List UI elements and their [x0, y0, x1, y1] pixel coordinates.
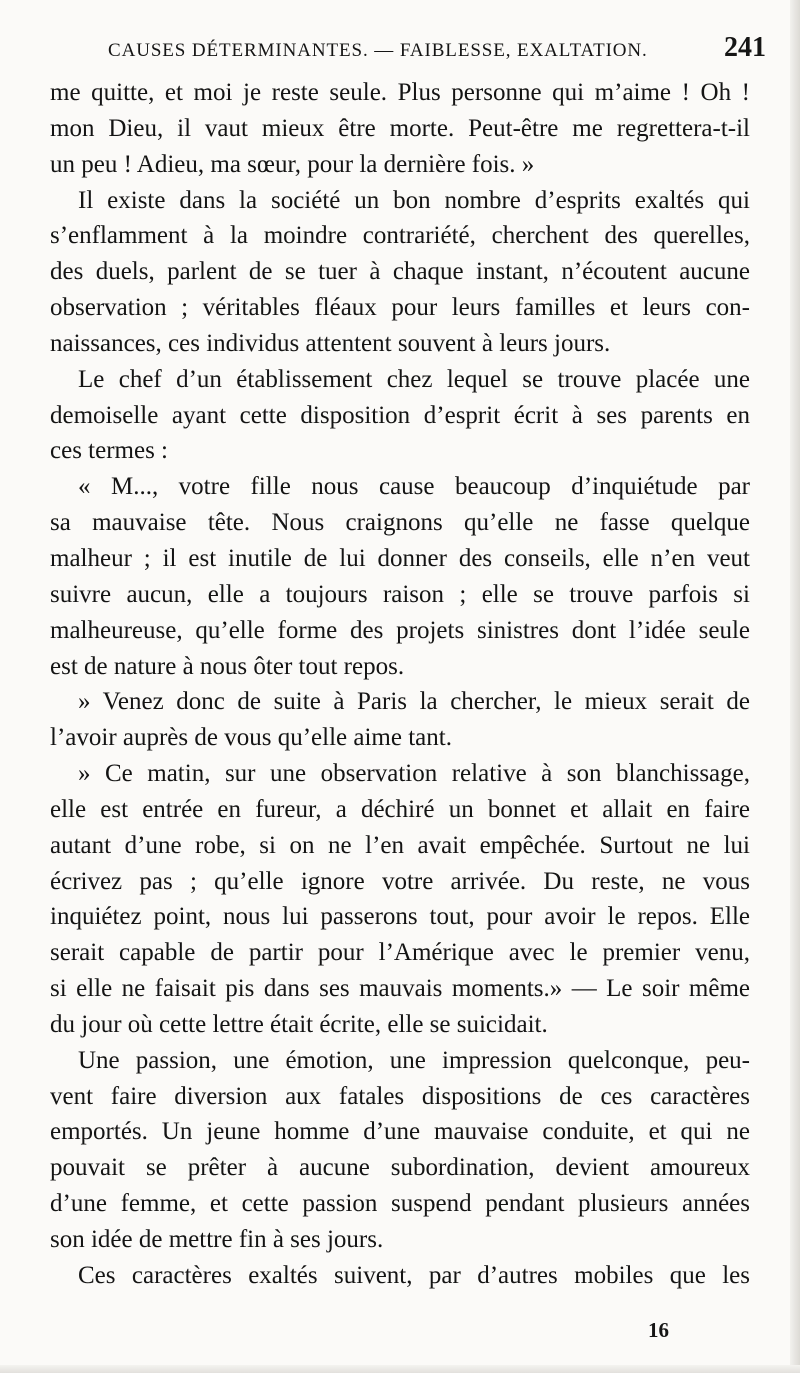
paragraph-start-line: » Venez donc de suite à Paris la chercher, le mieux serait de	[78, 688, 750, 716]
body-text	[50, 75, 750, 1294]
text-line: demoiselle ayant cette disposition d’esprit écrit à ses parents en	[50, 401, 750, 429]
text-line: me quitte, et moi je reste seule. Plus personne qui m’aime ! Oh !	[50, 79, 750, 106]
text-line: pouvait se prêter à aucune subordination, devient amoureux	[50, 1154, 750, 1182]
text-line: un peu ! Adieu, ma sœur, pour la dernière fois. »	[50, 150, 535, 178]
text-line: malheur ; il est inutile de lui donner des conseils, elle n’en veut	[50, 544, 750, 572]
text-line: ces termes :	[50, 437, 169, 465]
text-line: sa mauvaise tête. Nous craignons qu’elle ne fasse quelque	[50, 509, 750, 537]
text-line: malheureuse, qu’elle forme des projets sinistres dont l’idée seule	[50, 616, 750, 644]
text-line: des duels, parlent de se tuer à chaque instant, n’écoutent aucune	[50, 258, 750, 286]
text-line: emportés. Un jeune homme d’une mauvaise conduite, et qui ne	[50, 1118, 750, 1146]
text-line: naissances, ces individus attentent souvent à leurs jours.	[50, 329, 611, 357]
text-line: vent faire diversion aux fatales dispositions de ces caractères	[50, 1082, 750, 1110]
running-title: CAUSES DÉTERMINANTES. — FAIBLESSE, EXALTATION.	[108, 40, 648, 61]
text-line: s’enflamment à la moindre contrariété, cherchent des querelles,	[50, 222, 750, 250]
running-head	[108, 30, 768, 70]
text-line: serait capable de partir pour l’Amérique avec le premier venu,	[50, 939, 750, 967]
text-line: autant d’une robe, si on ne l’en avait empêchée. Surtout ne lui	[50, 831, 750, 859]
text-line: elle est entrée en fureur, a déchiré un bonnet et allait en faire	[50, 795, 750, 823]
paragraph-start-line: Il existe dans la société un bon nombre d’esprits exaltés qui	[78, 186, 750, 214]
text-line: observation ; véritables fléaux pour leurs familles et leurs con-	[50, 294, 750, 322]
text-line: si elle ne faisait pis dans ses mauvais moments.» — Le soir même	[50, 975, 750, 1003]
page-edge-shadow	[790, 0, 800, 1373]
paragraph-start-line: « M..., votre fille nous cause beaucoup d’inquiétude par	[78, 473, 750, 501]
text-line: mon Dieu, il vaut mieux être morte. Peut-être me regrettera-t-il	[50, 114, 750, 142]
paragraph-start-line: » Ce matin, sur une observation relative à son blanchissage,	[78, 760, 750, 788]
signature-mark: 16	[648, 1318, 669, 1342]
text-line: d’une femme, et cette passion suspend pendant plusieurs années	[50, 1190, 750, 1218]
paragraph-start-line: Ces caractères exaltés suivent, par d’autres mobiles que les	[78, 1261, 750, 1289]
text-line: inquiétez point, nous lui passerons tout, pour avoir le repos. Elle	[50, 903, 750, 931]
page-bottom-edge	[0, 1365, 800, 1373]
text-line: son idée de mettre fin à ses jours.	[50, 1226, 384, 1253]
text-line: l’avoir auprès de vous qu’elle aime tant.	[50, 724, 452, 752]
paragraph-start-line: Une passion, une émotion, une impression quelconque, peu-	[78, 1046, 750, 1074]
text-line: écrivez pas ; qu’elle ignore votre arrivée. Du reste, ne vous	[50, 867, 750, 895]
page-number: 241	[724, 32, 766, 63]
text-line: suivre aucun, elle a toujours raison ; elle se trouve parfois si	[50, 580, 750, 608]
paragraph-start-line: Le chef d’un établissement chez lequel se trouve placée une	[78, 365, 750, 393]
text-line: est de nature à nous ôter tout repos.	[50, 652, 405, 680]
text-line: du jour où cette lettre était écrite, elle se suicidait.	[50, 1010, 548, 1038]
